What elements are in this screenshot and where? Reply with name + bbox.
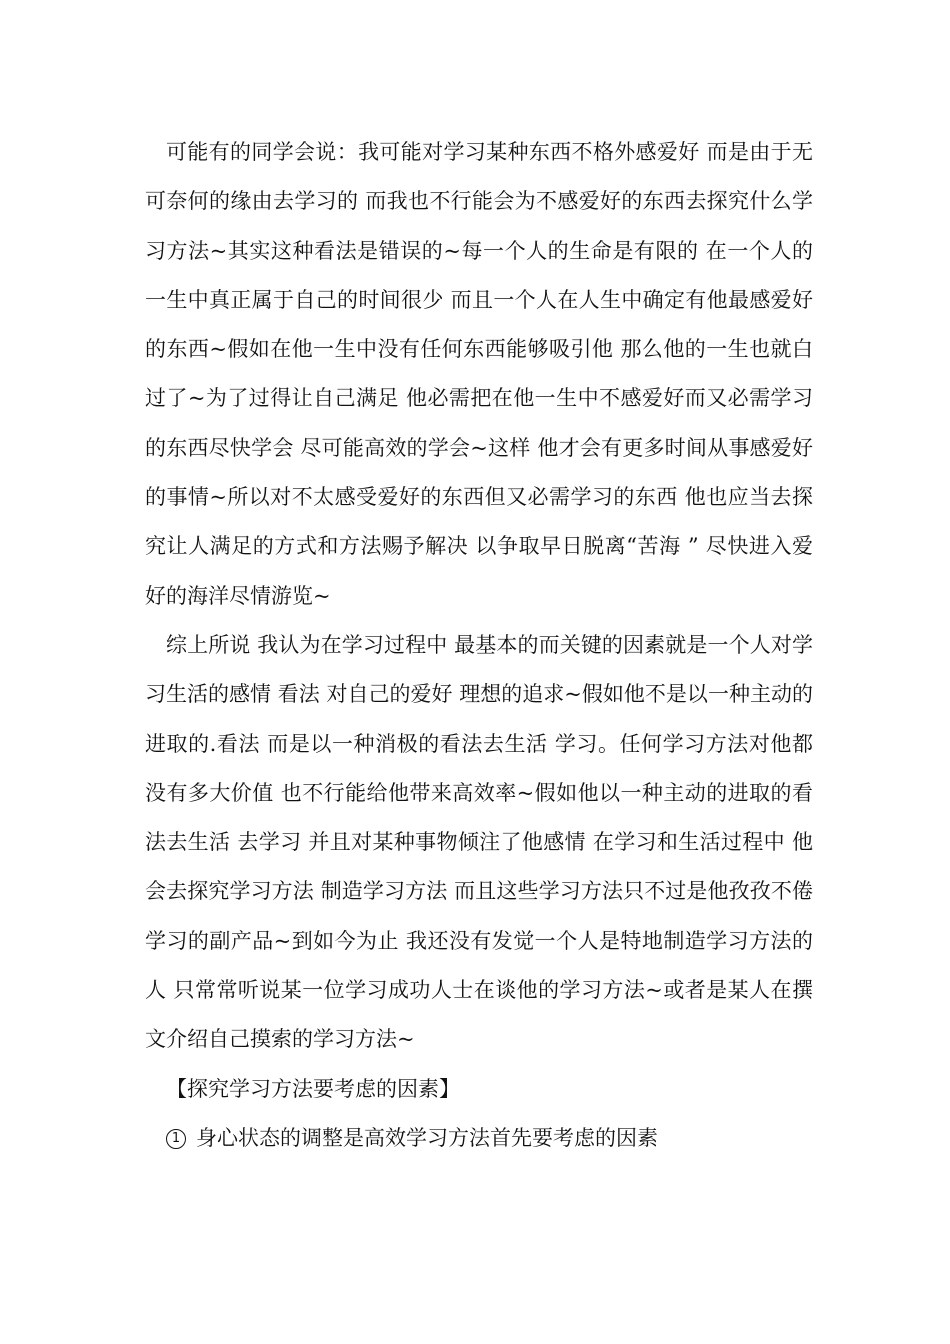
- paragraph-1: 可能有的同学会说：我可能对学习某种东西不格外感爱好 而是由于无可奈何的缘由去学习的 而我也不行能会为不感爱好的东西去探究什么学习方法~其实这种看法是错误的~每一个人的生命是有限的 在一个人的一生中真正属于自己的时间很少 而且一个人在人生中确定有他最感爱好的东西~假如在他一生中没有任何东西能够吸引他 那么他的一生也就白过了~为了过得让自己满足 他必需把在他一生中不感爱好而又必需学习的东西尽快学会 尽可能高效的学会~这样 他才会有更多时间从事感爱好的事情~所以对不太感受爱好的东西但又必需学习的东西 他也应当去探究让人满足的方式和方法赐予解决 以争取早日脱离“苦海 ” 尽快进入爱好的海洋尽情游览~: [145, 140, 813, 608]
- list-item: [145, 1114, 813, 1163]
- section-heading: 【探究学习方法要考虑的因素】: [166, 1076, 460, 1101]
- circled-number-icon: 1: [166, 1129, 186, 1149]
- list-item-text: 身心状态的调整是高效学习方法首先要考虑的因素: [196, 1125, 658, 1150]
- document-page: [145, 128, 813, 1163]
- paragraph-2: 综上所说 我认为在学习过程中 最基本的而关键的因素就是一个人对学习生活的感情 看法 对自己的爱好 理想的追求~假如他不是以一种主动的进取的.看法 而是以一种消极的看法去生活 学习。任何学习方法对他都 没有多大价值 也不行能给他带来高效率~假如他以一种主动的进取的看法去生活 去学习 并且对某种事物倾注了他感情 在学习和生活过程中 他会去探究学习方法 制造学习方法 而且这些学习方法只不过是他孜孜不倦学习的副产品~到如今为止 我还没有发觉一个人是特地制造学习方法的人 只常常听说某一位学习成功人士在谈他的学习方法~或者是某人在撰文介绍自己摸索的学习方法~: [145, 632, 813, 1052]
